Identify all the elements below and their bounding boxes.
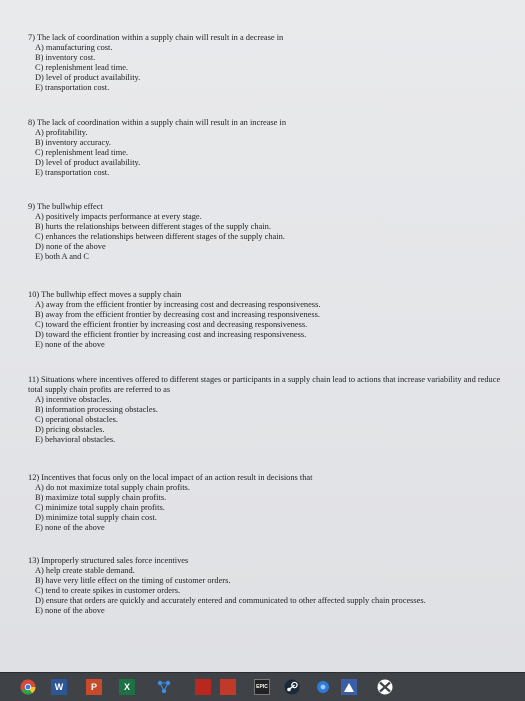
answer-option: A) profitability.: [35, 128, 88, 137]
question-text: 13) Improperly structured sales force incentives: [28, 556, 189, 565]
answer-option: C) operational obstacles.: [35, 414, 119, 424]
dot-icon[interactable]: [315, 679, 331, 695]
answer-option: E) none of the above: [35, 605, 105, 615]
answer-option: D) toward the efficient frontier by increasing cost and increasing responsiveness.: [35, 329, 307, 339]
question-text: 12) Incentives that focus only on the local impact of an action result in decisions that: [28, 473, 313, 482]
answer-option: E) transportation cost.: [35, 167, 110, 177]
answer-option: A) away from the efficient frontier by increasing cost and decreasing responsiveness.: [35, 300, 321, 309]
xbox-icon[interactable]: [377, 679, 393, 695]
answer-option: E) none of the above: [35, 339, 105, 349]
question-text: 8) The lack of coordination within a supply chain will result in an increase in: [28, 118, 287, 127]
answer-option: C) replenishment lead time.: [35, 147, 129, 157]
word-icon[interactable]: W: [51, 679, 67, 695]
answer-option: A) positively impacts performance at every stage.: [35, 212, 202, 221]
question-7: [28, 33, 503, 93]
blue-app-icon[interactable]: [341, 679, 357, 695]
question-text: 7) The lack of coordination within a supply chain will result in a decrease in: [28, 33, 284, 42]
answer-option: E) both A and C: [35, 251, 89, 261]
question-12: [28, 473, 503, 533]
answer-option: C) replenishment lead time.: [35, 62, 129, 72]
question-11: [28, 375, 503, 445]
answer-option: D) level of product availability.: [35, 157, 141, 167]
answer-option: B) inventory cost.: [35, 52, 96, 62]
red-app-icon[interactable]: [195, 679, 211, 695]
answer-option: D) none of the above: [35, 241, 106, 251]
answer-option: C) toward the efficient frontier by increasing cost and decreasing responsiveness.: [35, 319, 308, 329]
answer-option: E) behavioral obstacles.: [35, 434, 116, 444]
chrome-icon[interactable]: [20, 679, 36, 695]
answer-option: E) transportation cost.: [35, 82, 110, 92]
question-text: 11) Situations where incentives offered to different stages or participants in a supply chain lead to actions that increase variability and reduce total supply chain profits are referred to as: [28, 375, 501, 394]
answer-option: B) inventory accuracy.: [35, 137, 111, 147]
answer-option: E) none of the above: [35, 522, 105, 532]
steam-icon[interactable]: [284, 679, 300, 695]
answer-option: A) incentive obstacles.: [35, 395, 112, 404]
excel-icon[interactable]: X: [119, 679, 135, 695]
question-9: [28, 202, 503, 262]
answer-option: B) away from the efficient frontier by decreasing cost and increasing responsiveness.: [35, 309, 320, 319]
question-text: 10) The bullwhip effect moves a supply chain: [28, 290, 182, 299]
red-app-icon[interactable]: [220, 679, 236, 695]
answer-option: B) information processing obstacles.: [35, 404, 158, 414]
question-8: [28, 118, 503, 178]
epic-games-icon[interactable]: EPIC: [254, 679, 270, 695]
answer-option: A) do not maximize total supply chain profits.: [35, 483, 190, 492]
answer-option: C) minimize total supply chain profits.: [35, 502, 165, 512]
answer-option: B) maximize total supply chain profits.: [35, 492, 167, 502]
answer-option: C) tend to create spikes in customer orders.: [35, 585, 181, 595]
answer-option: A) manufacturing cost.: [35, 43, 113, 52]
taskbar: [0, 672, 525, 701]
question-13: [28, 556, 503, 616]
answer-option: B) hurts the relationships between different stages of the supply chain.: [35, 221, 271, 231]
answer-option: C) enhances the relationships between different stages of the supply chain.: [35, 231, 285, 241]
powerpoint-icon[interactable]: P: [86, 679, 102, 695]
answer-option: D) pricing obstacles.: [35, 424, 105, 434]
answer-option: D) ensure that orders are quickly and accurately entered and communicated to other affected supply chain processes.: [35, 595, 426, 605]
question-10: [28, 290, 503, 350]
answer-option: D) minimize total supply chain cost.: [35, 512, 157, 522]
question-text: 9) The bullwhip effect: [28, 202, 103, 211]
answer-option: D) level of product availability.: [35, 72, 141, 82]
answer-option: B) have very little effect on the timing of customer orders.: [35, 575, 231, 585]
network-icon[interactable]: [156, 679, 172, 695]
answer-option: A) help create stable demand.: [35, 566, 135, 575]
